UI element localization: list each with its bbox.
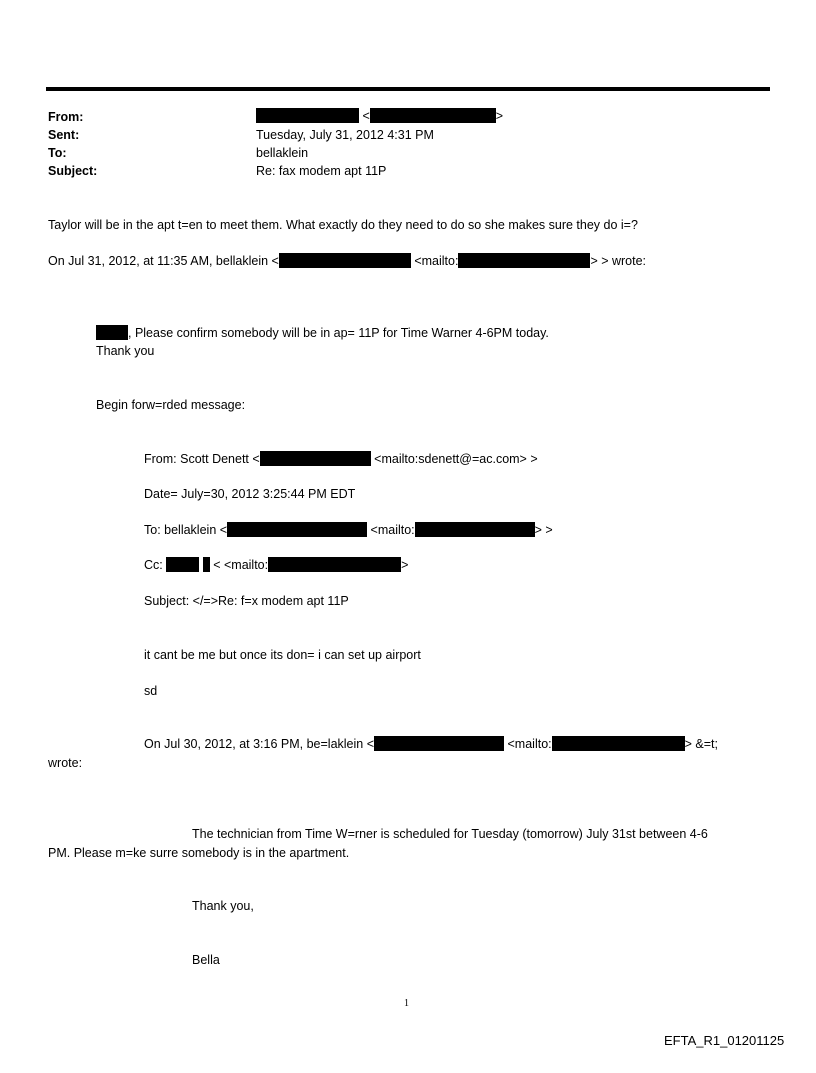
fwd-subject: Subject: </=>Re: f=x modem apt 11P	[144, 594, 349, 608]
redaction-box	[415, 522, 535, 537]
fwd-sig: sd	[144, 684, 158, 698]
reply1-prefix: On Jul 31, 2012, at 11:35 AM, bellaklein <	[48, 254, 279, 268]
quote2-thanks: Thank you,	[192, 899, 254, 913]
reply1-suffix: > > wrote:	[590, 254, 647, 268]
quote2-sig: Bella	[192, 953, 220, 967]
quote1-confirm-text: , Please confirm somebody will be in ap= 11P for Time Warner 4-6PM today.	[128, 326, 549, 340]
reply-line-2	[144, 736, 718, 752]
fwd-from-prefix: From: Scott Denett <	[144, 452, 260, 466]
redaction-box	[552, 736, 685, 751]
fwd-to-suffix: > >	[534, 523, 553, 537]
quote1-thanks: Thank you	[96, 344, 155, 358]
reply2-suffix: > &=t;	[684, 737, 718, 751]
redaction-box	[227, 522, 367, 537]
redaction-box	[370, 108, 496, 123]
to-value: bellaklein	[256, 146, 309, 160]
from-label: From:	[48, 110, 84, 124]
fwd-to-mailto: <mailto:	[370, 523, 415, 537]
sent-label: Sent:	[48, 128, 80, 142]
reply-line-1	[48, 253, 646, 269]
reply2-prefix: On Jul 30, 2012, at 3:16 PM, be=laklein <	[144, 737, 375, 751]
redaction-box	[260, 451, 371, 466]
fwd-body: it cant be me but once its don= i can set up airport	[144, 648, 421, 662]
fwd-from	[144, 451, 538, 467]
redaction-box	[268, 557, 401, 572]
fwd-to	[144, 522, 553, 538]
page-number: 1	[404, 998, 409, 1009]
fwd-from-mailto: <mailto:sdenett@=ac.com> >	[374, 452, 538, 466]
quote2-line-2: PM. Please m=ke surre somebody is in the apartment.	[48, 846, 350, 860]
header-rule	[46, 87, 770, 91]
redaction-box	[374, 736, 504, 751]
fwd-date: Date= July=30, 2012 3:25:44 PM EDT	[144, 487, 356, 501]
fwd-cc-mailto: < <mailto:	[213, 558, 269, 572]
subject-value: Re: fax modem apt 11P	[256, 164, 387, 178]
document-id: EFTA_R1_01201125	[664, 1033, 785, 1048]
redaction-box	[279, 253, 411, 268]
redaction-box	[203, 557, 210, 572]
redaction-box	[256, 108, 359, 123]
redaction-box	[166, 557, 199, 572]
reply2-wrote: wrote:	[48, 756, 83, 770]
fwd-cc-prefix: Cc:	[144, 558, 163, 572]
subject-label: Subject:	[48, 164, 98, 178]
reply1-mailto: <mailto:	[414, 254, 459, 268]
from-lt: <	[362, 109, 370, 123]
from-value	[256, 108, 503, 124]
quote2-line-1: The technician from Time W=rner is scheduled for Tuesday (tomorrow) July 31st between 4-6	[192, 827, 708, 841]
sent-value: Tuesday, July 31, 2012 4:31 PM	[256, 128, 434, 142]
redaction-box	[96, 325, 128, 340]
reply2-mailto: <mailto:	[507, 737, 552, 751]
to-label: To:	[48, 146, 67, 160]
from-gt: >	[495, 109, 504, 123]
quote1-confirm	[96, 325, 549, 341]
quote1-begin: Begin forw=rded message:	[96, 398, 246, 412]
fwd-cc-suffix: >	[401, 558, 409, 572]
fwd-cc	[144, 557, 408, 573]
body-line-1: Taylor will be in the apt t=en to meet them. What exactly do they need to do so she makes sure they do i=?	[48, 218, 638, 232]
redaction-box	[458, 253, 590, 268]
fwd-to-prefix: To: bellaklein <	[144, 523, 228, 537]
